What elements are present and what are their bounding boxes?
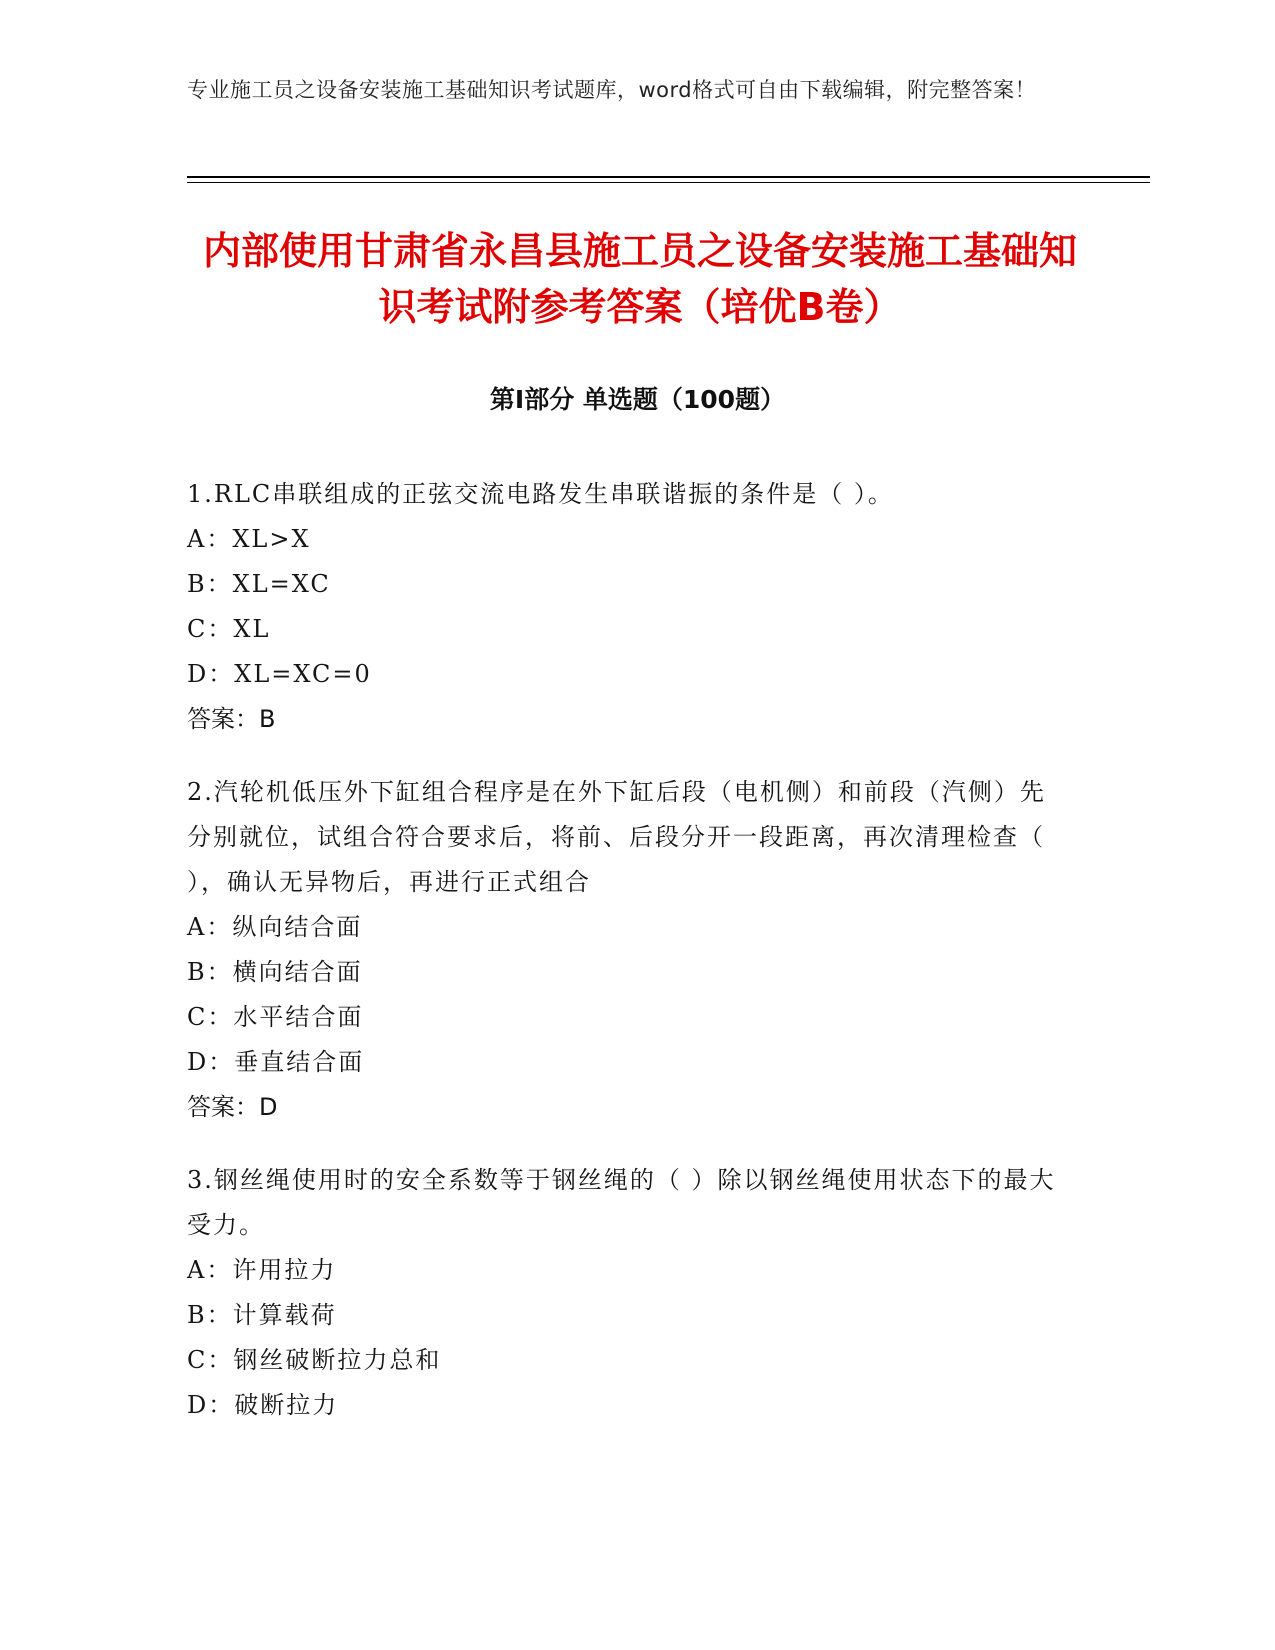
- option-b: B：计算载荷: [187, 1301, 337, 1329]
- option-a: A：许用拉力: [187, 1256, 337, 1284]
- answer-line: 答案：B: [187, 705, 276, 733]
- section-title: 第I部分 单选题（100题）: [489, 385, 786, 414]
- option-c: C：水平结合面: [187, 1003, 364, 1031]
- question-stem: 3.钢丝绳使用时的安全系数等于钢丝绳的（ ）除以钢丝绳使用状态下的最大受力。: [187, 1166, 1056, 1239]
- answer-line: 答案：D: [187, 1093, 278, 1121]
- question-2: [187, 770, 1067, 1130]
- page-header-text: 专业施工员之设备安装施工基础知识考试题库，word格式可自由下载编辑，附完整答案！: [187, 78, 1037, 102]
- question-3: [187, 1158, 1067, 1428]
- option-b: B：XL=XC: [187, 570, 331, 598]
- option-c: C：钢丝破断拉力总和: [187, 1346, 442, 1374]
- question-stem: 1.RLC串联组成的正弦交流电路发生串联谐振的条件是（ ）。: [187, 480, 894, 508]
- question-1: [187, 472, 1067, 742]
- header-divider-thin: [187, 182, 1150, 183]
- header-divider-thick: [187, 176, 1150, 178]
- option-d: D：垂直结合面: [187, 1048, 365, 1076]
- option-c: C：XL: [187, 615, 271, 643]
- option-a: A：纵向结合面: [187, 913, 363, 941]
- option-d: D：XL=XC=0: [187, 660, 372, 688]
- question-list: [187, 472, 1067, 1456]
- question-stem: 2.汽轮机低压外下缸组合程序是在外下缸后段（电机侧）和前段（汽侧）先分别就位，试组合符合要求后，将前、后段分开一段距离，再次清理检查（ ），确认无异物后，再进行正式组合: [187, 778, 1046, 896]
- option-d: D：破断拉力: [187, 1391, 339, 1419]
- option-a: A：XL>X: [187, 525, 311, 553]
- option-b: B：横向结合面: [187, 958, 363, 986]
- document-title: 内部使用甘肃省永昌县施工员之设备安装施工基础知识考试附参考答案（培优B卷）: [202, 229, 1077, 329]
